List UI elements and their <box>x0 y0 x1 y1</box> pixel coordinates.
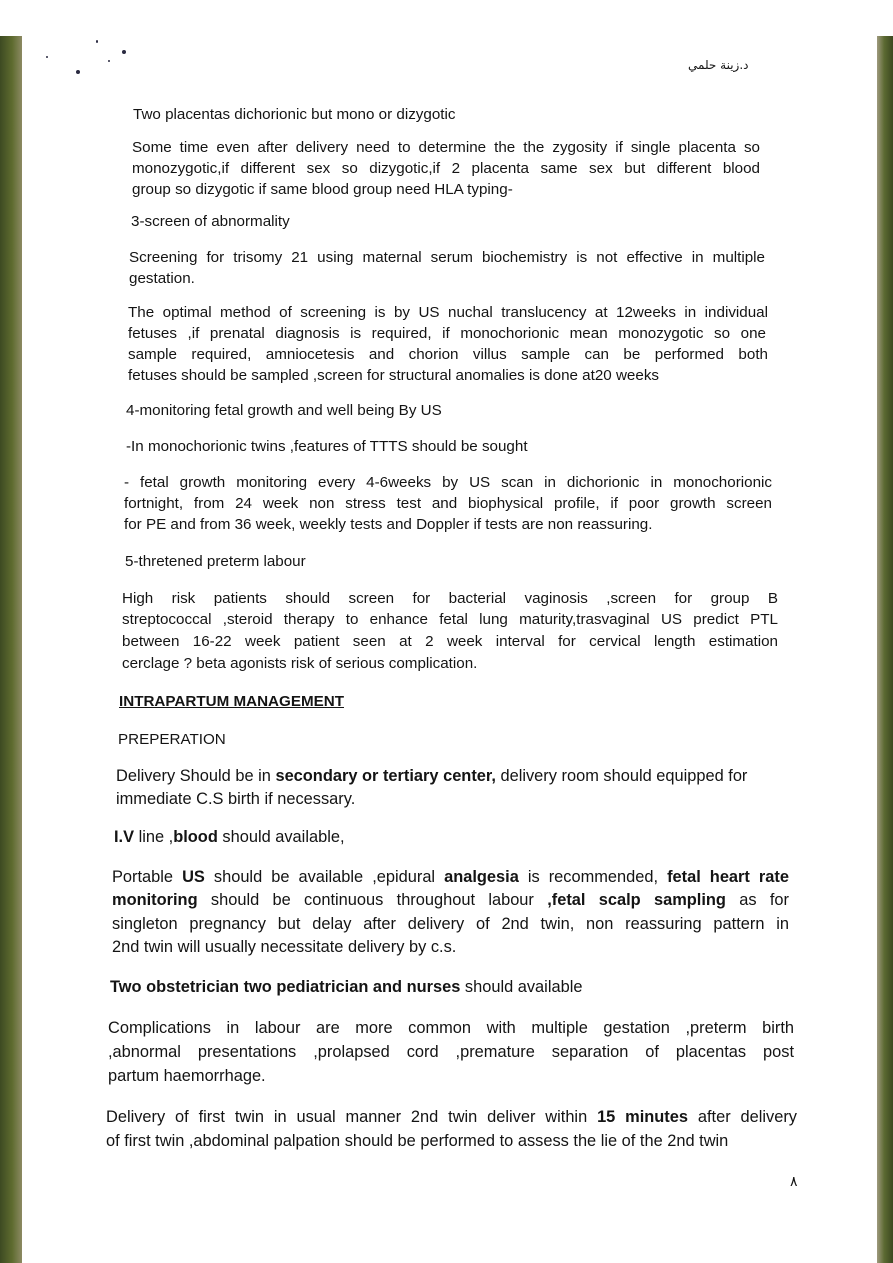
scan-speck <box>122 50 126 54</box>
intrapartum-heading: INTRAPARTUM MANAGEMENT <box>119 693 344 710</box>
text-line: fetuses should be sampled ,screen for structural anomalies is done at20 weeks <box>128 367 660 384</box>
text-line: 2nd twin will usually necessitate delivery by c.s. <box>112 938 457 956</box>
emphasis: monitoring <box>112 891 198 909</box>
text-line <box>112 889 789 913</box>
emphasis: analgesia <box>444 868 519 886</box>
text-line <box>106 1106 797 1130</box>
text-span: after delivery <box>688 1108 797 1126</box>
section-heading: 3-screen of abnormality <box>131 213 290 230</box>
emphasis: US <box>182 868 205 886</box>
emphasis: 15 minutes <box>597 1108 688 1126</box>
text-span: should available <box>460 978 583 996</box>
text-line: for PE and from 36 week, weekly tests and Doppler if tests are non reassuring. <box>124 516 653 533</box>
text-span: Delivery of first twin in usual manner 2nd twin deliver within <box>106 1108 598 1126</box>
text-span: is recommended, <box>518 868 668 886</box>
text-line: fetuses ,if prenatal diagnosis is required, if monochorionic mean monozygotic so one <box>128 325 766 342</box>
text-line: of first twin ,abdominal palpation should be performed to assess the lie of the 2nd twin <box>106 1132 729 1150</box>
text-line <box>112 866 789 890</box>
scan-top-margin <box>0 0 893 36</box>
text-span: Delivery Should be in <box>116 767 276 785</box>
text-line: The optimal method of screening is by US nuchal translucency at 12weeks in individual <box>128 304 768 321</box>
text-line: streptococcal ,steroid therapy to enhance fetal lung maturity,trasvaginal US predict PTL <box>122 611 778 628</box>
text-span: should available, <box>217 828 345 846</box>
text-line: Some time even after delivery need to determine the the zygosity if single placenta so <box>132 139 760 156</box>
preparation-heading: PREPERATION <box>118 731 226 748</box>
section-heading: 4-monitoring fetal growth and well being By US <box>126 402 442 419</box>
emphasis: Two obstetrician two pediatrician and nurses <box>110 978 461 996</box>
text-line: cerclage ? beta agonists risk of serious complication. <box>122 655 478 672</box>
emphasis: secondary or tertiary center, <box>275 767 496 785</box>
text-line <box>110 976 582 1000</box>
scan-speck <box>108 60 110 62</box>
page-number: ٨ <box>790 1174 798 1190</box>
text-line: fortnight, from 24 week non stress test and biophysical profile, if poor growth screen <box>124 495 772 512</box>
background-right-edge <box>877 36 893 1263</box>
scan-speck <box>46 56 48 58</box>
text-line: - fetal growth monitoring every 4-6weeks by US scan in dichorionic in monochorionic <box>124 474 772 491</box>
text-line: sample required, amniocetesis and chorion villus sample can be performed both <box>128 346 768 363</box>
document-page <box>22 36 877 1263</box>
author-header: د.زينة حلمي <box>688 58 749 72</box>
text-line: Two placentas dichorionic but mono or dizygotic <box>133 106 456 123</box>
text-line: monozygotic,if different sex so dizygotic,if 2 placenta same sex but different blood <box>132 160 760 177</box>
text-line: Screening for trisomy 21 using maternal serum biochemistry is not effective in multiple <box>129 249 765 266</box>
text-line: -In monochorionic twins ,features of TTTS should be sought <box>126 438 528 455</box>
emphasis: fetal heart rate <box>667 868 789 886</box>
text-line: Complications in labour are more common with multiple gestation ,preterm birth <box>108 1019 794 1037</box>
text-span: as for <box>725 891 790 909</box>
emphasis: I.V <box>114 828 135 846</box>
text-line: group so dizygotic if same blood group need HLA typing- <box>132 181 513 198</box>
text-span: delivery room should equipped for <box>495 767 748 785</box>
text-span: line , <box>134 828 174 846</box>
text-line: gestation. <box>129 270 195 287</box>
text-line: partum haemorrhage. <box>108 1067 266 1085</box>
text-line: ,abnormal presentations ,prolapsed cord ,premature separation of placentas post <box>108 1043 794 1061</box>
text-line: singleton pregnancy but delay after delivery of 2nd twin, non reassuring pattern in <box>112 915 789 933</box>
text-line: immediate C.S birth if necessary. <box>116 790 356 808</box>
text-line: between 16-22 week patient seen at 2 week interval for cervical length estimation <box>122 633 778 650</box>
text-line <box>116 765 747 789</box>
section-heading: 5-thretened preterm labour <box>125 553 306 570</box>
scan-speck <box>96 40 98 43</box>
emphasis: blood <box>173 828 218 846</box>
text-span: should be available ,epidural <box>204 868 445 886</box>
text-line <box>114 826 345 850</box>
text-line: High risk patients should screen for bacterial vaginosis ,screen for group B <box>122 590 778 607</box>
emphasis: ,fetal scalp sampling <box>547 891 726 909</box>
text-span: Portable <box>112 868 183 886</box>
scan-speck <box>76 70 80 74</box>
background-left-edge <box>0 36 22 1263</box>
text-span: should be continuous throughout labour <box>197 891 548 909</box>
